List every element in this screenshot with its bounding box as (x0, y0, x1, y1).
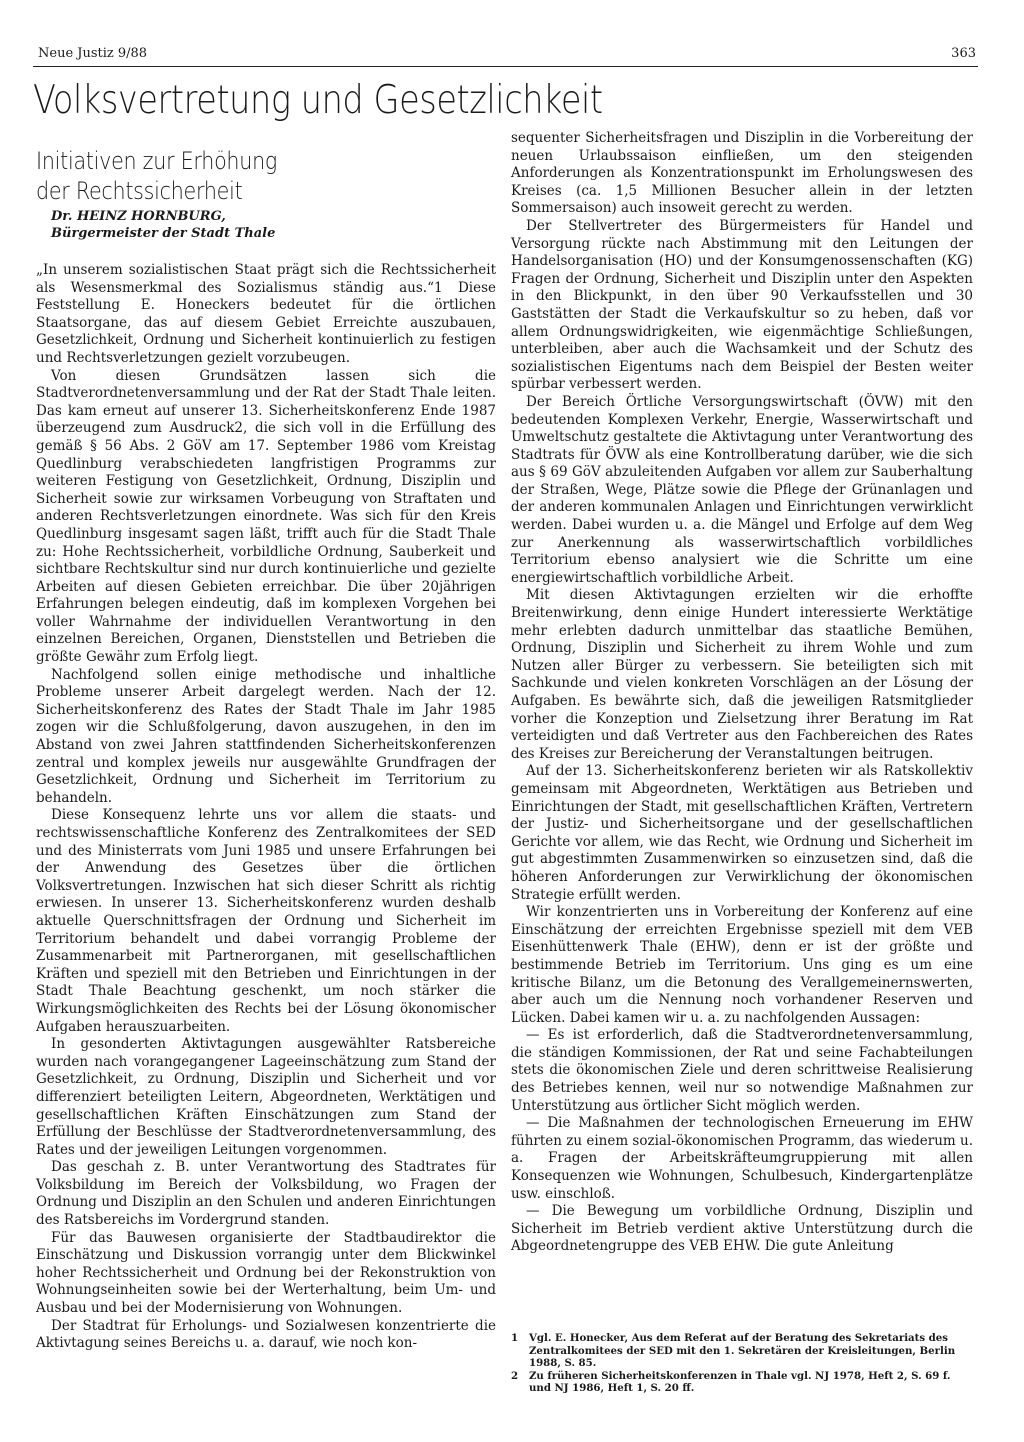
paragraph: Der Stellvertreter des Bürgermeisters für Handel und Versorgung rückte nach Abstimmung mit den Leitungen der Handelsorganisation (HO) und der Konsumgenossenschaften (KG) Fragen der Ordnung, Sicherheit und Disziplin unter den Aspekten in den Blickpunkt, in den über 90 Verkaufsstellen und 30 Gaststätten der Stadt die Verkaufskultur so zu heben, daß vor allem Ordnungswidrigkeiten, wie eigenmächtige Schließungen, unterbleiben, aber auch die Wachsamkeit und der Schutz des sozialistischen Eigentums nach dem Beispiel der Besten weiter spürbar verbessert werden. (511, 217, 973, 393)
paragraph: sequenter Sicherheitsfragen und Disziplin in die Vorbereitung der neuen Urlaubssaison einfließen, um den steigenden Anforderungen als Konzentrationspunkt im Erholungswesen des Kreises (ca. 1,5 Millionen Besucher allein in der letzten Sommersaison) auch insoweit gerecht zu werden. (511, 130, 973, 217)
footnote-text: Vgl. E. Honecker, Aus dem Referat auf der Beratung des Sekretariats des Zentralkomitees der SED mit den 1. Sekretären der Kreisleitungen, Berlin 1988, S. 85. (529, 1332, 956, 1370)
paragraph: Der Bereich Örtliche Versorgungswirtschaft (ÖVW) mit den bedeutenden Komplexen Verkehr, Energie, Wasserwirtschaft und Umweltschutz gestaltete die Aktivtagung unter Verantwortung des Stadtrats für ÖVW als eine Kontrollberatung darüber, wie die sich aus § 69 GöV abzuleitenden Aufgaben vor allem zur Sauberhaltung der Straßen, Wege, Plätze sowie die Pflege der Grünanlagen und der anderen kommunalen Anlagen und Einrichtungen verwirklicht werden. Dabei wurden u. a. die Mängel und Erfolge auf dem Weg zur Anerkennung als wasserwirtschaftlich vorbildliches Territorium ebenso analysiert wie die Schritte um eine energiewirtschaftlich vorbildliche Arbeit. (511, 393, 973, 586)
paragraph: Nachfolgend sollen einige methodische und inhaltliche Probleme unserer Arbeit dargelegt werden. Nach der 12. Sicherheitskonferenz des Rates der Stadt Thale im Jahr 1985 zogen wir die Schlußfolgerung, davon auszugehen, in den im Abstand von zwei Jahren stattfindenden Sicherheitskonferenzen zentral und komplex jeweils nur ausgewählte Grundfragen der Gesetzlichkeit, Ordnung und Sicherheit im Territorium zu behandeln. (36, 666, 496, 806)
footnote (511, 1370, 973, 1395)
paragraph: „In unserem sozialistischen Staat prägt sich die Rechtssicherheit als Wesensmerkmal des Sozialismus ständig aus.“1 Diese Feststellung E. Honeckers bedeutet für die örtlichen Staatsorgane, das auf diesem Gebiet Erreichte auszubauen, Gesetzlichkeit, Ordnung und Sicherheit kontinuierlich zu festigen und Rechtsverletzungen gezielt vorzubeugen. (36, 262, 496, 366)
article-title-line-1: Initiativen zur Erhöhung (36, 147, 278, 175)
paragraph: Das geschah z. B. unter Verantwortung des Stadtrates für Volksbildung im Bereich der Volksbildung, wo Fragen der Ordnung und Disziplin an den Schulen und anderen Einrichtungen des Ratsbereichs im Vordergrund standen. (36, 1159, 496, 1229)
right-column (511, 130, 973, 1256)
header-rule (33, 66, 978, 67)
section-title: Volksvertretung und Gesetzlichkeit (33, 78, 603, 123)
paragraph: Der Stadtrat für Erholungs- und Sozialwesen konzentrierte die Aktivtagung seines Bereichs u. a. darauf, wie noch kon- (36, 1317, 496, 1352)
footnotes (511, 1332, 973, 1395)
footnote-number: 1 (511, 1332, 519, 1344)
left-column (36, 262, 496, 1353)
footnote (511, 1332, 973, 1370)
article-title-line-2: der Rechtssicherheit (36, 177, 243, 205)
journal-issue: Neue Justiz 9/88 (38, 46, 148, 61)
page-number: 363 (951, 46, 976, 61)
paragraph: Auf der 13. Sicherheitskonferenz berieten wir als Ratskollektiv gemeinsam mit Abgeordneten, Werktätigen aus Betrieben und Einrichtungen der Stadt, mit gesellschaftlichen Kräften, Vertretern der Justiz- und Sicherheitsorgane und der gesellschaftlichen Gerichte vor allem, wie das Recht, wie Ordnung und Sicherheit im gut abgestimmten Zusammenwirken so einzusetzen sind, daß die höheren Anforderungen zur Verwirklichung der ökonomischen Strategie erfüllt werden. (511, 763, 973, 903)
paragraph: In gesonderten Aktivtagungen ausgewählter Ratsbereiche wurden nach vorangegangener Lageeinschätzung zum Stand der Gesetzlichkeit, zu Ordnung, Disziplin und Sicherheit und vor differenziert beteiligten Leitern, Abgeordneten, Werktätigen und gesellschaftlichen Kräften Einschätzungen zum Stand der Erfüllung der Beschlüsse der Stadtverordnetenversammlung, des Rates und der jeweiligen Leitungen vorgenommen. (36, 1036, 496, 1158)
paragraph: Diese Konsequenz lehrte uns vor allem die staats- und rechtswissenschaftliche Konferenz des Zentralkomitees der SED und des Ministerrats vom Juni 1985 und unsere Erfahrungen bei der Anwendung des Gesetzes über die örtlichen Volksvertretungen. Inzwischen hat sich dieser Schritt als richtig erwiesen. In unserer 13. Sicherheitskonferenz wurden deshalb aktuelle Querschnittsfragen der Ordnung und Sicherheit im Territorium behandelt und dabei vorrangig Probleme der Zusammenarbeit mit Partnerorganen, mit gesellschaftlichen Kräften und speziell mit den Betrieben und Einrichtungen in der Stadt Thale Beachtung geschenkt, um noch stärker die Wirkungsmöglichkeiten des Rechts bei der Lösung ökonomischer Aufgaben herauszuarbeiten. (36, 807, 496, 1035)
paragraph: Von diesen Grundsätzen lassen sich die Stadtverordnetenversammlung und der Rat der Stadt Thale leiten. Das kam erneut auf unserer 13. Sicherheitskonferenz Ende 1987 überzeugend zum Ausdruck2, die sich voll in die Erfüllung des gemäß § 56 Abs. 2 GöV am 17. September 1986 vom Kreistag Quedlinburg verabschiedeten langfristigen Programms zur weiteren Festigung von Gesetzlichkeit, Ordnung, Disziplin und Sicherheit sowie zur wirksamen Vorbeugung von Straftaten und anderen Rechtsverletzungen einordnete. Was sich für den Kreis Quedlinburg insgesamt sagen läßt, trifft auch für die Stadt Thale zu: Hohe Rechtssicherheit, vorbildliche Ordnung, Sauberkeit und sichtbare Rechtskultur sind nur durch kontinuierliche und gezielte Arbeiten auf diesen Gebieten erreichbar. Die über 20jährigen Erfahrungen belegen eindeutig, daß im komplexen Vorgehen bei voller Wahrnahme der individuellen Verantwortung in den einzelnen Bereichen, Organen, Dienststellen und Betrieben die größte Gewähr zum Erfolg liegt. (36, 367, 496, 666)
footnote-number: 2 (511, 1369, 519, 1382)
dash-item: — Es ist erforderlich, daß die Stadtverordnetenversammlung, die ständigen Kommissionen, der Rat und seine Fachabteilungen stets die ökonomischen Ziele und deren schrittweise Realisierung des Betriebes kennen, weil nur so notwendige Maßnahmen zur Unterstützung aus örtlicher Sicht möglich werden. (511, 1027, 973, 1114)
running-header (38, 46, 976, 66)
paragraph: Wir konzentrierten uns in Vorbereitung der Konferenz auf eine Einschätzung der erreichten Ergebnisse speziell mit dem VEB Eisenhüttenwerk Thale (EHW), denn er ist der größte und bestimmende Betrieb im Territorium. Uns ging es um eine kritische Bilanz, um die Betonung des Verallgemeinernswerten, aber auch um die Nennung noch vorhandener Reserven und Lücken. Dabei kamen wir u. a. zu nachfolgenden Aussagen: (511, 904, 973, 1026)
author-role: Bürgermeister der Stadt Thale (51, 226, 276, 241)
dash-item: — Die Bewegung um vorbildliche Ordnung, Disziplin und Sicherheit im Betrieb verdient aktive Unterstützung durch die Abgeordnetengruppe des VEB EHW. Die gute Anleitung (511, 1203, 973, 1255)
dash-item: — Die Maßnahmen der technologischen Erneuerung im EHW führten zu einem sozial-ökonomischen Programm, das wiederum u. a. Fragen der Arbeitskräfteumgruppierung mit allen Konsequenzen wie Wohnungen, Schulbesuch, Kindergartenplätze usw. einschloß. (511, 1115, 973, 1202)
paragraph: Für das Bauwesen organisierte der Stadtbaudirektor die Einschätzung und Diskussion vorrangig unter dem Blickwinkel hoher Rechtssicherheit und Ordnung bei der Rekonstruktion von Wohnungseinheiten sowie bei der Werterhaltung, beim Um- und Ausbau und bei der Modernisierung von Wohnungen. (36, 1229, 496, 1317)
author-name: Dr. HEINZ HORNBURG, (51, 209, 226, 224)
footnote-text: Zu früheren Sicherheitskonferenzen in Thale vgl. NJ 1978, Heft 2, S. 69 f. und NJ 1986, Heft 1, S. 20 ff. (529, 1369, 951, 1395)
article-title (36, 146, 496, 206)
author-block (51, 208, 491, 242)
paragraph: Mit diesen Aktivtagungen erzielten wir die erhoffte Breitenwirkung, denn einige Hundert interessierte Werktätige mehr erlebten dadurch unmittelbar das staatliche Bemühen, Ordnung, Disziplin und Sicherheit zu ihrem Wohle und zum Nutzen aller Bürger zu verbessern. Sie beteiligten sich mit Sachkunde und vielen konkreten Vorschlägen an der Lösung der Aufgaben. Es bewährte sich, daß die jeweiligen Ratsmitglieder vorher die Konzeption und Zielsetzung ihrer Beratung im Rat verteidigten und daß Vertreter aus den Fachbereichen des Rates des Kreises zur Bereicherung der Veranstaltungen beitrugen. (511, 587, 973, 762)
